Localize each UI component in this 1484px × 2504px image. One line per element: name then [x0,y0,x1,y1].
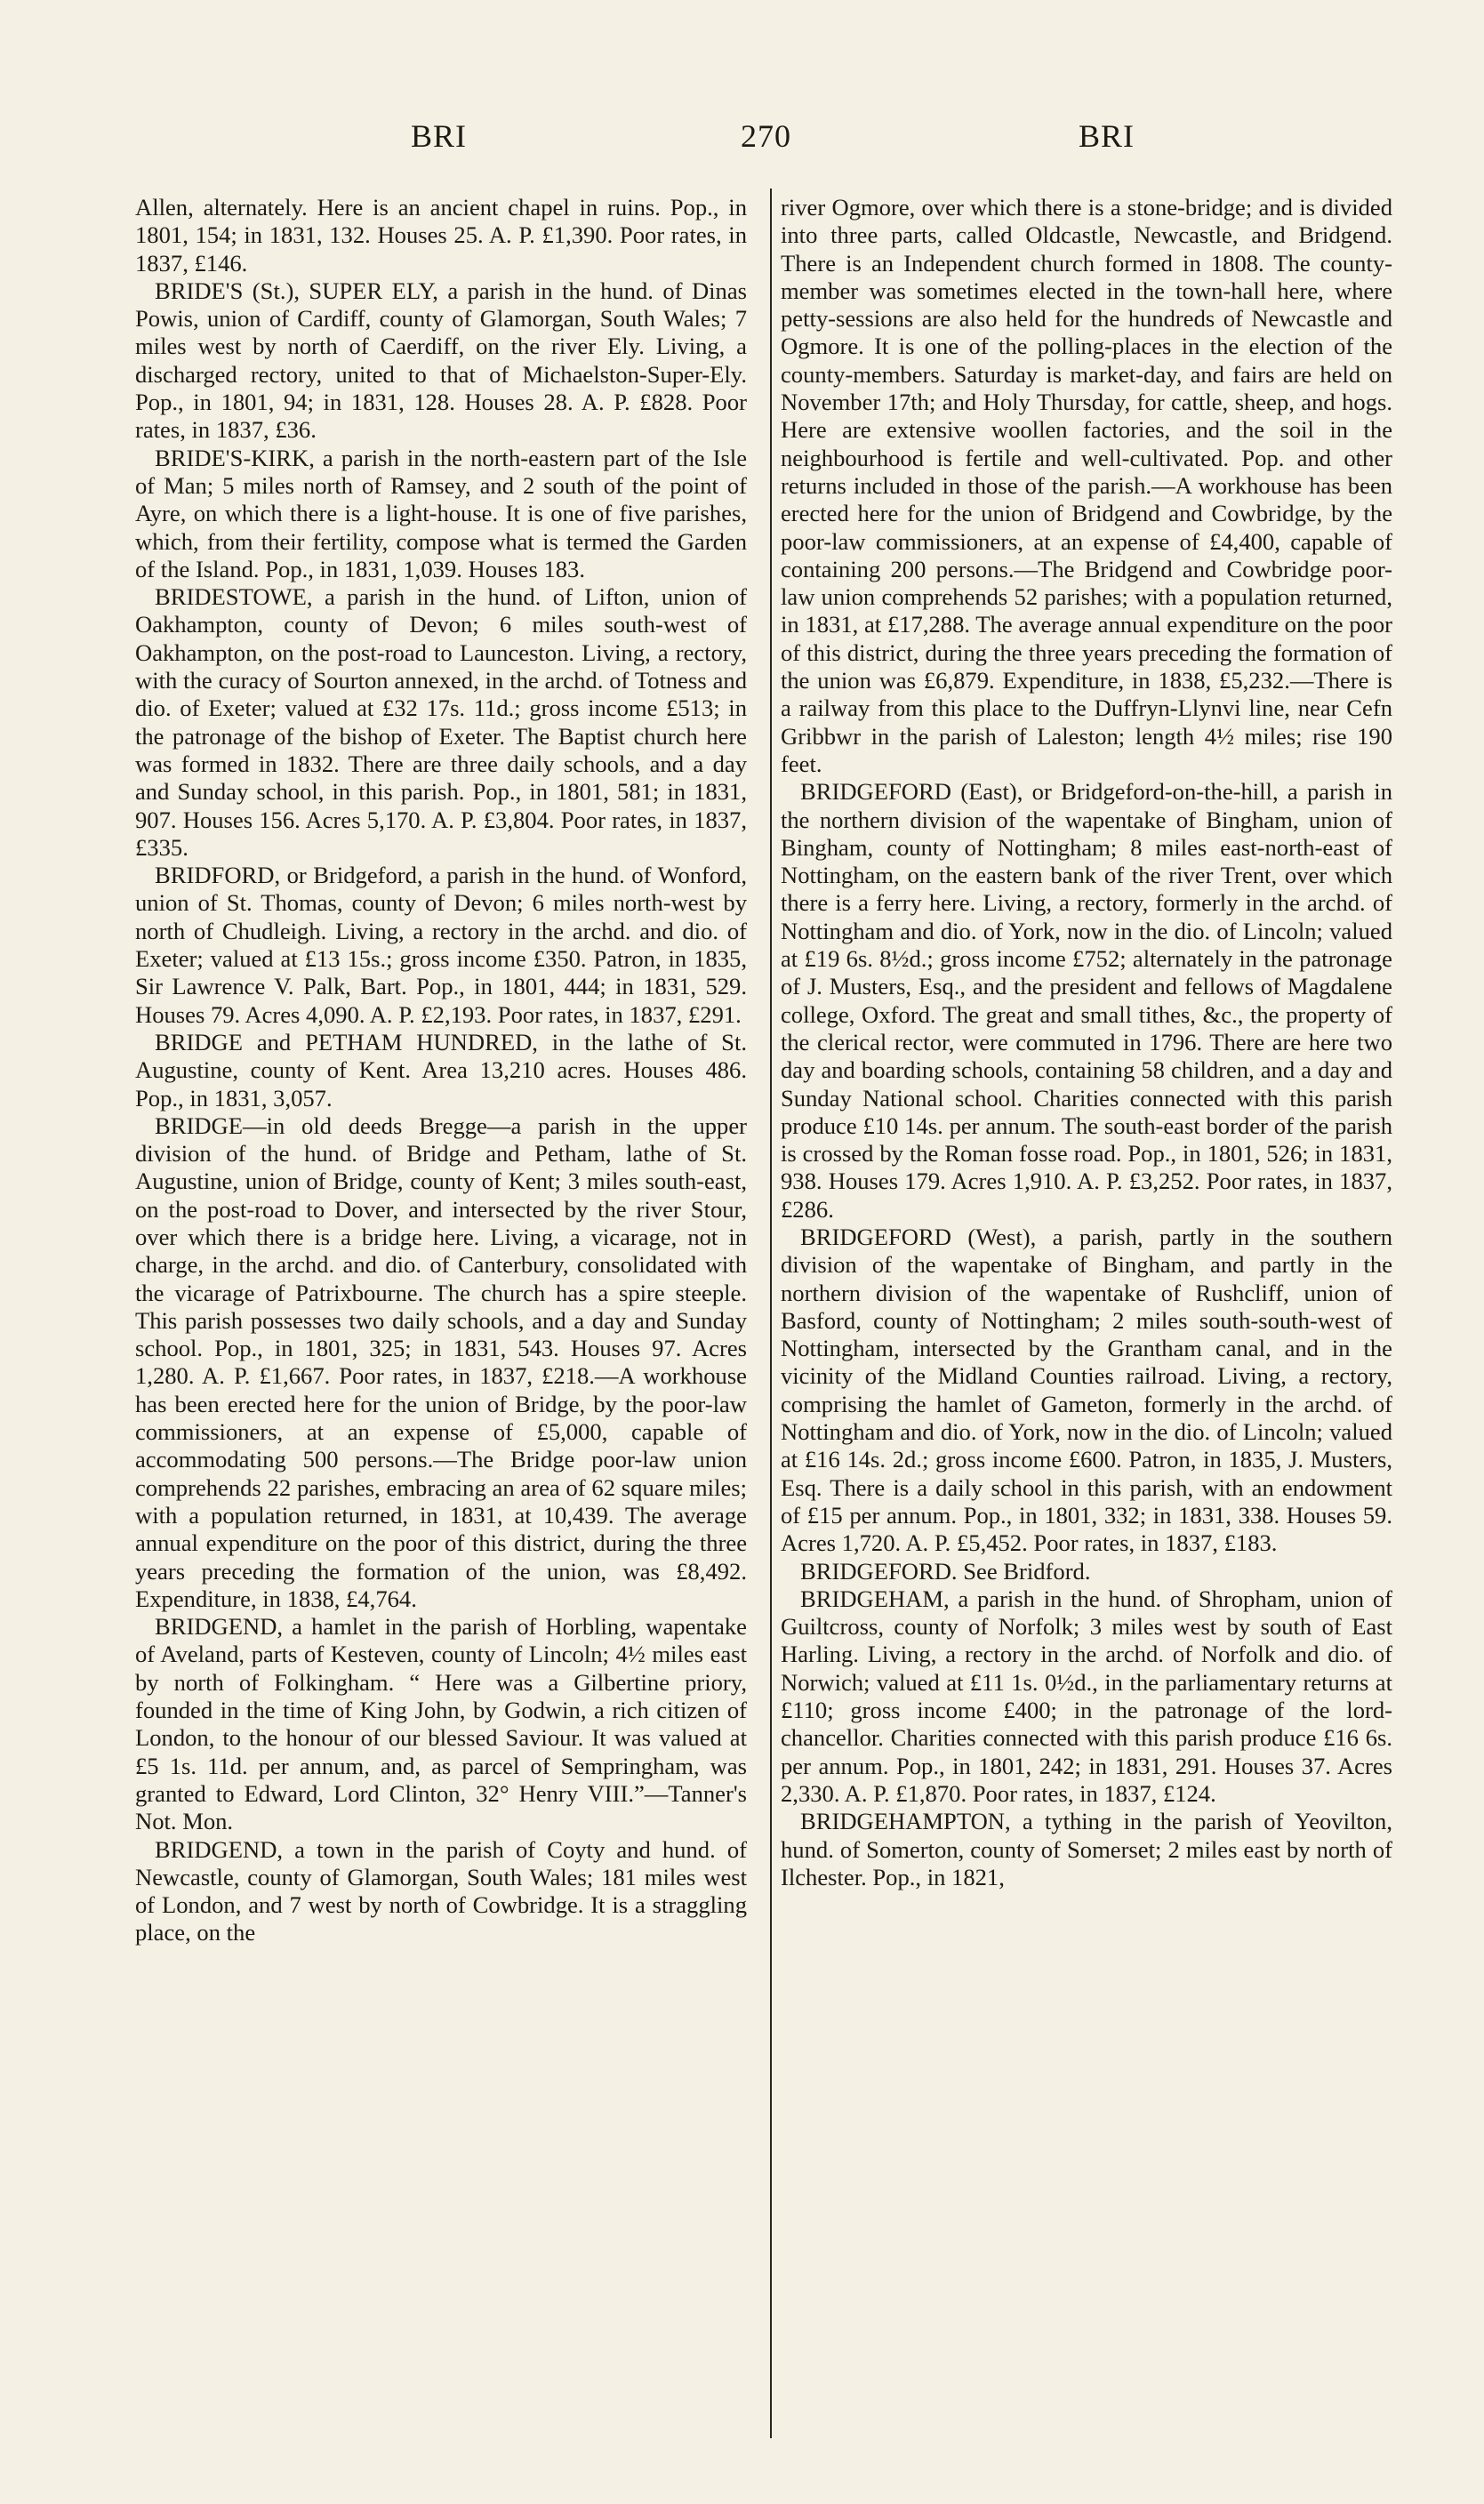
entry-brides-super-ely: BRIDE'S (St.), SUPER ELY, a parish in the hund. of Dinas Powis, union of Cardiff, county of Glamorgan, South Wales; 7 miles west by north of Caerdiff, on the river Ely. Living, a discharged rectory, united to that of Michaelston-Super-Ely. Pop., in 1801, 94; in 1831, 128. Houses 28. A. P. £828. Poor rates, in 1837, £36. [135,277,747,444]
entry-bridgehampton: BRIDGEHAMPTON, a tything in the parish of Yeovilton, hund. of Somerton, county of Somerset; 2 miles east by north of Ilchester. Pop., in 1821, [781,1808,1392,1890]
entry-bridgend-town-continued: river Ogmore, over which there is a stone-bridge; and is divided into three parts, called Oldcastle, Newcastle, and Bridgend. There is an Independent church formed in 1808. The county-member was sometimes elected in the town-hall here, where petty-sessions are also held for the hundreds of Newcastle and Ogmore. It is one of the polling-places in the election of the county-members. Saturday is market-day, and fairs are held on November 17th; and Holy Thursday, for cattle, sheep, and hogs. Here are extensive woollen factories, and the soil in the neighbourhood is fertile and well-cultivated. Pop. and other returns included in those of the parish.—A workhouse has been erected here for the union of Bridgend and Cowbridge, by the poor-law commissioners, at an expense of £4,400, capable of containing 200 persons.—The Bridgend and Cowbridge poor-law union comprehends 52 parishes; with a population returned, in 1831, at £17,288. The average annual expenditure on the poor of this district, during the three years preceding the formation of the union was £6,879. Expenditure, in 1838, £5,232.—There is a railway from this place to the Duffryn-Llynvi line, near Cefn Gribbwr in the parish of Laleston; length 4½ miles; rise 190 feet. [781,194,1392,777]
right-column [781,194,1392,2479]
header-left-heading: BRI [411,118,468,154]
entry-bridgeford-east: BRIDGEFORD (East), or Bridgeford-on-the-hill, a parish in the northern division of the wapentake of Bingham, union of Bingham, county of Nottingham; 8 miles east-north-east of Nottingham, on the eastern bank of the river Trent, over which there is a ferry here. Living, a rectory, formerly in the archd. of Nottingham and dio. of York, now in the dio. of Lincoln; valued at £19 6s. 8½d.; gross income £752; alternately in the patronage of J. Musters, Esq., and the president and fellows of Magdalene college, Oxford. The great and small tithes, &c., the property of the clerical rector, were commuted in 1796. There are here two day and boarding schools, containing 58 children, and a day and Sunday National school. Charities connected with this parish produce £10 14s. per annum. The south-east border of the parish is crossed by the Roman fosse road. Pop., in 1801, 526; in 1831, 938. Houses 179. Acres 1,910. A. P. £3,252. Poor rates, in 1837, £286. [781,778,1392,1223]
header-right-heading: BRI [1079,118,1135,154]
column-divider [770,189,772,2438]
left-column [135,194,747,2479]
entry-bridgend-town: BRIDGEND, a town in the parish of Coyty and hund. of Newcastle, county of Glamorgan, South Wales; 181 miles west of London, and 7 west by north of Cowbridge. It is a straggling place, on the [135,1835,747,1946]
entry-bridgeham: BRIDGEHAM, a parish in the hund. of Shropham, union of Guiltcross, county of Norfolk; 3 miles west by south of East Harling. Living, a rectory in the archd. of Norfolk and dio. of Norwich; valued at £11 1s. 0½d., in the parliamentary returns at £110; gross income £400; in the patronage of the lord-chancellor. Charities connected with this parish produce £16 6s. per annum. Pop., in 1801, 242; in 1831, 291. Houses 37. Acres 2,330. A. P. £1,870. Poor rates, in 1837, £124. [781,1585,1392,1807]
entry-bridford: BRIDFORD, or Bridgeford, a parish in the hund. of Wonford, union of St. Thomas, county of Devon; 6 miles north-west by north of Chudleigh. Living, a rectory in the archd. and dio. of Exeter; valued at £13 15s.; gross income £350. Patron, in 1835, Sir Lawrence V. Palk, Bart. Pop., in 1801, 444; in 1831, 529. Houses 79. Acres 4,090. A. P. £2,193. Poor rates, in 1837, £291. [135,862,747,1028]
entry-bridge: BRIDGE—in old deeds Bregge—a parish in the upper division of the hund. of Bridge and Petham, lathe of St. Augustine, union of Bridge, county of Kent; 3 miles south-east, on the post-road to Dover, and intersected by the river Stour, over which there is a bridge here. Living, a vicarage, not in charge, in the archd. and dio. of Canterbury, consolidated with the vicarage of Patrixbourne. The church has a spire steeple. This parish possesses two daily schools, and a day and Sunday school. Pop., in 1801, 325; in 1831, 543. Houses 97. Acres 1,280. A. P. £1,667. Poor rates, in 1837, £218.—A workhouse has been erected here for the union of Bridge, by the poor-law commissioners, at an expense of £5,000, capable of accommodating 500 persons.—The Bridge poor-law union comprehends 22 parishes, embracing an area of 62 square miles; with a population returned, in 1831, at 10,439. The average annual expenditure on the poor of this district, during the three years preceding the formation of the union, was £8,492. Expenditure, in 1838, £4,764. [135,1112,747,1612]
running-header [0,117,1484,162]
entry-bridgend-hamlet: BRIDGEND, a hamlet in the parish of Horbling, wapentake of Aveland, parts of Kesteven, county of Lincoln; 4½ miles east by north of Folkingham. “ Here was a Gilbertine priory, founded in the time of King John, by Godwin, a rich citizen of London, to the honour of our blessed Saviour. It was valued at £5 1s. 11d. per annum, and, as parcel of Sempringham, was granted to Edward, Lord Clinton, 32° Henry VIII.”—Tanner's Not. Mon. [135,1613,747,1835]
entry-bridgeford-west: BRIDGEFORD (West), a parish, partly in the southern division of the wapentake of Bingham, and partly in the northern division of the wapentake of Rushcliff, union of Basford, county of Nottingham; 2 miles south-south-west of Nottingham, intersected by the Grantham canal, and in the vicinity of the Midland Counties railroad. Living, a rectory, comprising the hamlet of Gameton, formerly in the archd. of Nottingham and dio. of York, now in the dio. of Lincoln; valued at £16 14s. 2d.; gross income £600. Patron, in 1835, J. Musters, Esq. There is a daily school in this parish, with an endowment of £15 per annum. Pop., in 1801, 332; in 1831, 338. Houses 59. Acres 1,720. A. P. £5,452. Poor rates, in 1837, £183. [781,1223,1392,1557]
entry-bridgeford-see-bridford: BRIDGEFORD. See Bridford. [800,1557,1091,1585]
entry-continuation: Allen, alternately. Here is an ancient chapel in ruins. Pop., in 1801, 154; in 1831, 132. Houses 25. A. P. £1,390. Poor rates, in 1837, £146. [135,194,747,277]
page-number: 270 [741,118,791,154]
entry-brides-kirk: BRIDE'S-KIRK, a parish in the north-eastern part of the Isle of Man; 5 miles north of Ramsey, and 2 south of the point of Ayre, on which there is a light-house. It is one of five parishes, which, from their fertility, compose what is termed the Garden of the Island. Pop., in 1831, 1,039. Houses 183. [135,444,747,582]
entry-bridestowe: BRIDESTOWE, a parish in the hund. of Lifton, union of Oakhampton, county of Devon; 6 miles south-west of Oakhampton, on the post-road to Launceston. Living, a rectory, with the curacy of Sourton annexed, in the archd. of Totness and dio. of Exeter; valued at £32 17s. 11d.; gross income £513; in the patronage of the bishop of Exeter. The Baptist church here was formed in 1832. There are three daily schools, and a day and Sunday school, in this parish. Pop., in 1801, 581; in 1831, 907. Houses 156. Acres 5,170. A. P. £3,804. Poor rates, in 1837, £335. [135,583,747,861]
entry-bridge-and-petham-hundred: BRIDGE and PETHAM HUNDRED, in the lathe of St. Augustine, county of Kent. Area 13,210 acres. Houses 486. Pop., in 1831, 3,057. [135,1028,747,1112]
